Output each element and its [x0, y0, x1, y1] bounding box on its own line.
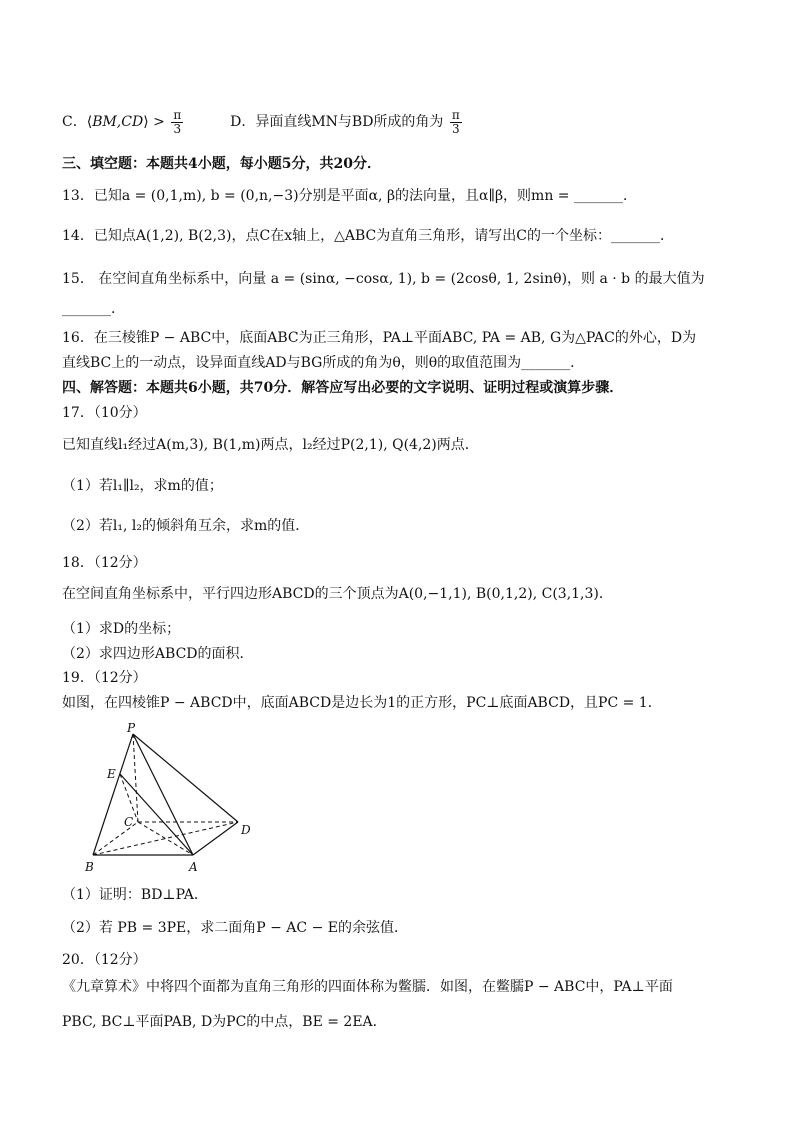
q12-option-c-prefix: C．⟨ — [62, 114, 93, 130]
label-d: D — [241, 823, 251, 837]
question-16-line-1: 16．在三棱锥P − ABC中，底面ABC为正三角形，PA⊥平面ABC, PA = AB, G为△PAC的外心，D为 — [62, 330, 697, 346]
edge-pc — [133, 734, 138, 822]
question-19-stem: 如图，在四棱锥P − ABCD中，底面ABCD是边长为1的正方形，PC⊥底面ABCD，且PC = 1． — [62, 695, 662, 711]
question-15-line-1: 15． 在空间直角坐标系中，向量 a = (sinα, −cosα, 1), b = (2cosθ, 1, 2sinθ)，则 a · b 的最大值为 — [62, 271, 705, 287]
edge-pd — [133, 734, 238, 822]
label-c: C — [124, 815, 134, 829]
question-19-part-1: （1）证明：BD⊥PA． — [62, 887, 208, 903]
question-15-line-2: _______． — [62, 301, 125, 317]
question-19-part-2: （2）若 PB = 3PE，求二面角P − AC − E的余弦值． — [62, 920, 408, 936]
q12-option-c-vectors: BM,CD — [92, 114, 144, 130]
question-17-header: 17．（10分） — [62, 405, 147, 421]
question-19-header: 19．（12分） — [62, 670, 147, 686]
section-4-heading: 四、解答题：本题共6小题，共70分．解答应写出必要的文字说明、证明过程或演算步骤． — [62, 380, 624, 396]
q12-option-d-fraction: $\frac{\pi}{3}$ — [451, 107, 460, 136]
edge-ad — [193, 822, 238, 855]
label-p: P — [127, 722, 136, 735]
question-20-header: 20．（12分） — [62, 952, 147, 968]
section-3-heading: 三、填空题：本题共4小题，每小题5分，共20分． — [62, 156, 381, 172]
question-14: 14．已知点A(1,2), B(2,3)，点C在x轴上，△ABC为直角三角形，请写出C的一个坐标：_______． — [62, 228, 674, 244]
question-17-part-2: （2）若l₁, l₂的倾斜角互余，求m的值． — [62, 518, 310, 534]
question-13: 13．已知a = (0,1,m), b = (0,n,−3)分别是平面α, β的法向量，且α∥β，则mn = _______． — [62, 188, 637, 204]
q12-option-d-text: D．异面直线MN与BD所成的角为 — [230, 114, 444, 130]
label-e: E — [107, 767, 116, 781]
label-b: B — [85, 860, 94, 874]
question-17-stem: 已知直线l₁经过A(m,3), B(1,m)两点，l₂经过P(2,1), Q(4,2)两点． — [62, 437, 479, 453]
question-16-line-2: 直线BC上的一动点，设异面直线AD与BG所成的角为θ，则θ的取值范围为_______． — [62, 355, 585, 371]
q12-options — [62, 104, 764, 140]
question-18-stem: 在空间直角坐标系中，平行四边形ABCD的三个顶点为A(0,−1,1), B(0,1,2), C(3,1,3)． — [62, 586, 613, 602]
question-17-part-1: （1）若l₁∥l₂，求m的值； — [62, 478, 223, 494]
question-18-part-2: （2）求四边形ABCD的面积． — [62, 646, 254, 662]
q12-option-c-mid: ⟩ > — [143, 114, 165, 130]
pyramid-figure — [80, 722, 260, 877]
question-18-header: 18．（12分） — [62, 555, 147, 571]
label-a: A — [189, 860, 198, 874]
question-20-line-2: PBC, BC⊥平面PAB, D为PC的中点，BE = 2EA． — [62, 1014, 387, 1030]
question-18-part-1: （1）求D的坐标； — [62, 621, 181, 637]
edge-pb — [93, 734, 133, 855]
question-20-line-1: 《九章算术》中将四个面都为直角三角形的四面体称为鳖臑．如图，在鳖臑P − ABC中，PA⊥平面 — [62, 979, 673, 995]
q12-option-c-fraction: $\frac{\pi}{3}$ — [173, 107, 182, 136]
